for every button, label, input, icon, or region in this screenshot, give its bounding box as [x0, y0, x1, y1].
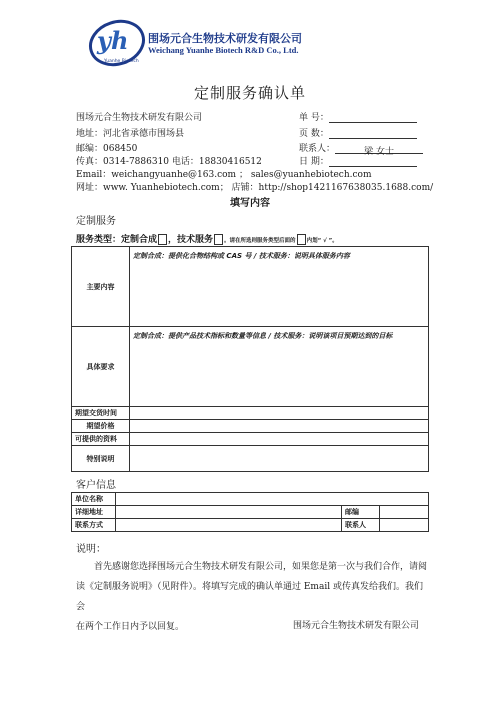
custom-synthesis-label: 定制合成 — [121, 235, 158, 245]
info-fax-phone: 传真：0314-7886310 电话：18830416512 — [76, 157, 262, 167]
notes-line-2: 读《定制服务说明》（见附件）。将填写完成的确认单通过 Email 或传真发给我们。我们会 — [76, 582, 423, 612]
unit-name-cell[interactable] — [116, 493, 429, 506]
contact-value: 梁 女士 — [335, 144, 423, 154]
custom-synthesis-checkbox[interactable] — [158, 234, 167, 245]
notes-heading: 说明： — [76, 544, 106, 555]
contact-person-cell[interactable] — [380, 519, 429, 532]
contact-field — [299, 141, 423, 157]
main-content-label: 主要内容 — [72, 247, 130, 327]
special-notes-label: 特别说明 — [72, 446, 130, 472]
company-logo — [88, 18, 146, 68]
page-count-field — [299, 126, 417, 139]
document-title: 定制服务确认单 — [193, 84, 306, 102]
company-name-cn: 围场元合生物技术研发有限公司 — [148, 32, 302, 45]
notes-line-3: 在两个工作日内予以回复。 — [76, 622, 185, 632]
special-notes-cell[interactable] — [130, 446, 429, 472]
expected-price-label: 期望价格 — [72, 420, 130, 433]
service-type-note2: 内划“ √ ”。 — [306, 238, 338, 244]
info-email: Email：weichangyuanhe@163.com ； sales@yuanhebiotech.com — [76, 170, 372, 180]
company-name-en: Weichang Yuanhe Biotech R&D Co., Ltd. — [148, 45, 299, 55]
contact-label: 联系人： — [299, 144, 336, 154]
service-type-note: 。请在所选则服务类型后面的 — [224, 238, 296, 244]
service-type-label: 服务类型： — [76, 235, 122, 245]
service-table — [71, 246, 429, 472]
main-content-cell[interactable] — [130, 247, 429, 327]
requirements-label: 具体要求 — [72, 327, 130, 407]
delivery-time-label: 期望交货时间 — [72, 407, 130, 420]
notes-line-1: 首先感谢您选择围场元合生物技术研发有限公司，如果您是第一次与我们合作，请阅 — [94, 562, 428, 572]
date-line[interactable] — [329, 157, 417, 167]
logo-text: yh — [97, 26, 129, 55]
fill-content-title: 填写内容 — [230, 198, 270, 209]
example-checkbox — [297, 234, 306, 245]
date-label: 日 期： — [299, 157, 329, 167]
customer-table — [71, 492, 429, 532]
page-count-line[interactable] — [329, 129, 417, 139]
expected-price-cell[interactable] — [130, 420, 429, 433]
order-no-label: 单 号： — [299, 113, 329, 123]
delivery-time-cell[interactable] — [130, 407, 429, 420]
signature: 围场元合生物技术研发有限公司 — [293, 621, 420, 631]
requirements-hint: 定制合成：提供产品技术指标和数量等信息 / 技术服务：说明该项目预期达到的目标 — [133, 332, 393, 340]
provided-docs-cell[interactable] — [130, 433, 429, 446]
info-address: 地址：河北省承德市围场县 — [76, 129, 185, 139]
contact-person-label: 联系人 — [342, 519, 380, 532]
info-website: 网址：www. Yuanhebiotech.com； 店铺：http://shop1421167638035.1688.com/ — [76, 183, 434, 193]
address-cell[interactable] — [116, 506, 342, 519]
info-company: 围场元合生物技术研发有限公司 — [76, 113, 203, 123]
order-no-field — [299, 110, 417, 123]
info-postcode: 邮编：068450 — [76, 144, 138, 154]
page-count-label: 页 数： — [299, 129, 329, 139]
logo-subtext: Yuanhe Biotech — [104, 59, 139, 64]
postcode-cell[interactable] — [380, 506, 429, 519]
service-type-row — [76, 232, 338, 245]
tech-service-label: ，技术服务 — [168, 235, 214, 245]
requirements-cell[interactable] — [130, 327, 429, 407]
service-heading: 定制服务 — [76, 216, 116, 227]
main-content-hint: 定制合成：提供化合物结构或 CAS 号 / 技术服务：说明具体服务内容 — [133, 252, 350, 260]
tech-service-checkbox[interactable] — [214, 234, 223, 245]
address-label: 详细地址 — [72, 506, 116, 519]
customer-heading: 客户信息 — [76, 480, 116, 491]
contact-method-label: 联系方式 — [72, 519, 116, 532]
date-field — [299, 154, 417, 167]
unit-name-label: 单位名称 — [72, 493, 116, 506]
order-no-line[interactable] — [329, 113, 417, 123]
provided-docs-label: 可提供的资料 — [72, 433, 130, 446]
contact-method-cell[interactable] — [116, 519, 342, 532]
postcode-label: 邮编 — [342, 506, 380, 519]
